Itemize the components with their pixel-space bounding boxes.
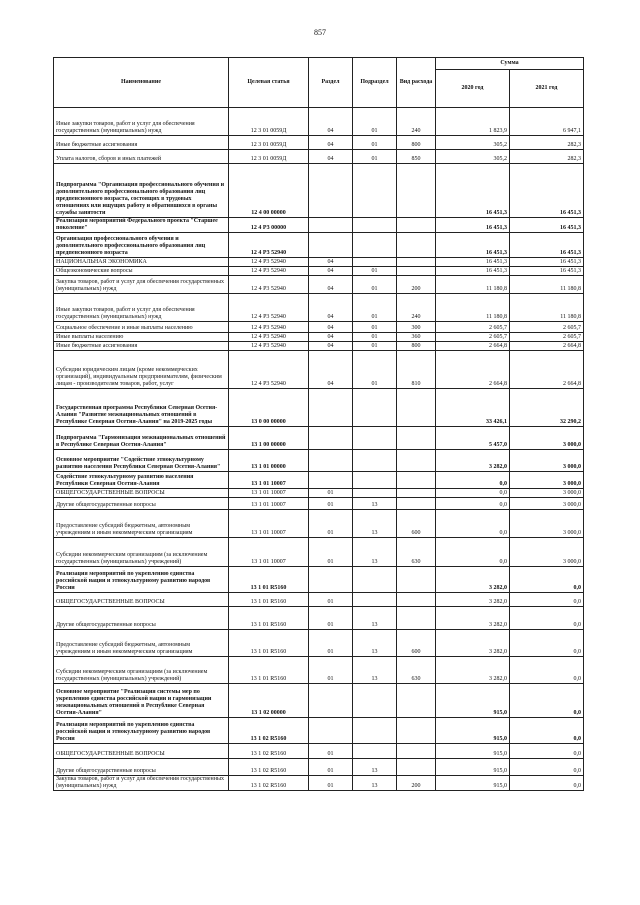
cell-expense-type [397,218,436,233]
cell-section [309,718,353,744]
cell-name: Содействие этнокультурному развитию населения Республики Северная Осетия-Алания [54,472,229,489]
cell-section [309,684,353,718]
cell-sum-2020: 11 180,8 [436,294,510,322]
cell-name: Другие общегосударственные вопросы [54,607,229,630]
cell-expense-type [397,258,436,267]
cell-name: Иные закупки товаров, работ и услуг для обеспечения государственных (муниципальных) нужд [54,108,229,136]
cell-section: 04 [309,342,353,351]
cell-sum-2020: 915,0 [436,718,510,744]
cell-sum-2021: 0,0 [510,607,584,630]
cell-name: Государственная программа Республики Северная Осетия-Алания "Развитие межнациональных отношений в Республике Северная Осетия-Алания" на 2019-2025 годы [54,389,229,427]
cell-section [309,427,353,450]
table-row [54,333,584,342]
cell-sum-2020: 16 451,3 [436,267,510,276]
cell-target: 13 1 01 R5160 [229,630,309,657]
cell-sum-2020: 0,0 [436,489,510,498]
header-subsection: Подраздел [353,58,397,108]
cell-sum-2021: 282,3 [510,150,584,164]
cell-sum-2020: 1 823,9 [436,108,510,136]
cell-expense-type [397,233,436,258]
cell-subsection: 13 [353,759,397,776]
cell-target: 12 3 01 0059Д [229,108,309,136]
cell-subsection: 01 [353,333,397,342]
cell-name: Другие общегосударственные вопросы [54,759,229,776]
cell-target: 13 1 01 R5160 [229,567,309,593]
cell-name: Реализация мероприятий по укреплению единства российской нации и этнокультурному развитию народов России [54,718,229,744]
cell-sum-2020: 915,0 [436,744,510,759]
page-number: 857 [314,28,326,37]
cell-sum-2020: 915,0 [436,776,510,791]
cell-name: Закупка товаров, работ и услуг для обеспечения государственных (муниципальных) нужд [54,276,229,294]
cell-sum-2021: 11 180,8 [510,294,584,322]
cell-sum-2020: 305,2 [436,150,510,164]
cell-expense-type: 240 [397,108,436,136]
cell-subsection [353,258,397,267]
cell-sum-2021: 11 180,8 [510,276,584,294]
cell-section: 04 [309,258,353,267]
cell-target: 12 4 00 00000 [229,164,309,218]
cell-name: Общеэкономические вопросы [54,267,229,276]
table-row [54,657,584,684]
table-row [54,351,584,389]
cell-expense-type: 600 [397,510,436,538]
cell-sum-2021: 6 947,1 [510,108,584,136]
cell-subsection: 13 [353,776,397,791]
cell-target: 12 4 P3 52940 [229,258,309,267]
cell-section [309,567,353,593]
cell-subsection [353,427,397,450]
table-row [54,322,584,333]
cell-subsection [353,744,397,759]
cell-sum-2021: 0,0 [510,776,584,791]
table-row [54,233,584,258]
cell-expense-type [397,472,436,489]
cell-section [309,164,353,218]
table-row [54,342,584,351]
cell-name: Закупка товаров, работ и услуг для обеспечения государственных (муниципальных) нужд [54,776,229,791]
table-row [54,389,584,427]
cell-sum-2020: 915,0 [436,759,510,776]
cell-subsection [353,218,397,233]
cell-name: ОБЩЕГОСУДАРСТВЕННЫЕ ВОПРОСЫ [54,593,229,607]
table-row [54,472,584,489]
cell-target: 13 1 02 R5160 [229,776,309,791]
cell-sum-2020: 2 605,7 [436,333,510,342]
cell-target: 13 1 02 00000 [229,684,309,718]
table-row [54,718,584,744]
cell-expense-type [397,593,436,607]
cell-section: 01 [309,776,353,791]
cell-target: 13 1 01 R5160 [229,607,309,630]
cell-section: 04 [309,108,353,136]
cell-section: 01 [309,489,353,498]
cell-sum-2021: 2 664,8 [510,342,584,351]
cell-section [309,389,353,427]
cell-target: 13 1 01 00000 [229,450,309,472]
cell-sum-2021: 0,0 [510,684,584,718]
cell-sum-2021: 16 451,3 [510,258,584,267]
cell-subsection [353,389,397,427]
cell-sum-2021: 0,0 [510,593,584,607]
cell-sum-2021: 2 605,7 [510,333,584,342]
cell-target: 13 1 01 10007 [229,538,309,567]
cell-target: 12 4 P3 52940 [229,294,309,322]
table-row [54,164,584,218]
cell-name: Иные бюджетные ассигнования [54,136,229,150]
cell-target: 13 0 00 00000 [229,389,309,427]
cell-sum-2021: 3 000,0 [510,472,584,489]
cell-name: Субсидии некоммерческим организациям (за исключением государственных (муниципальных) учреждений) [54,657,229,684]
cell-sum-2020: 2 664,8 [436,351,510,389]
cell-section [309,472,353,489]
cell-name: Основное мероприятие "Реализация системы мер по укреплению единства российской нации и гармонизации межнациональных отношений в Республике Северная Осетия-Алания" [54,684,229,718]
cell-name: ОБЩЕГОСУДАРСТВЕННЫЕ ВОПРОСЫ [54,744,229,759]
cell-expense-type [397,267,436,276]
cell-expense-type [397,498,436,510]
cell-name: Другие общегосударственные вопросы [54,498,229,510]
cell-section: 01 [309,630,353,657]
cell-sum-2021: 3 000,0 [510,427,584,450]
cell-section: 04 [309,276,353,294]
cell-target: 12 4 P3 52940 [229,351,309,389]
cell-expense-type: 630 [397,657,436,684]
cell-section: 01 [309,593,353,607]
cell-sum-2021: 0,0 [510,744,584,759]
cell-sum-2020: 0,0 [436,498,510,510]
cell-expense-type [397,427,436,450]
table-row [54,294,584,322]
cell-sum-2021: 0,0 [510,630,584,657]
cell-sum-2020: 2 605,7 [436,322,510,333]
cell-section [309,218,353,233]
cell-name: Реализация мероприятий по укреплению единства российской нации и этнокультурному развитию народов России [54,567,229,593]
cell-section: 01 [309,498,353,510]
cell-section: 04 [309,267,353,276]
table-row [54,776,584,791]
table-header [54,58,584,108]
cell-subsection [353,233,397,258]
cell-expense-type: 200 [397,776,436,791]
cell-section: 04 [309,351,353,389]
cell-sum-2020: 16 451,3 [436,218,510,233]
table-row [54,567,584,593]
cell-sum-2021: 32 290,2 [510,389,584,427]
cell-subsection: 01 [353,150,397,164]
cell-subsection: 01 [353,136,397,150]
cell-sum-2020: 3 282,0 [436,657,510,684]
cell-section: 01 [309,744,353,759]
cell-sum-2020: 0,0 [436,538,510,567]
cell-target: 13 1 01 10007 [229,472,309,489]
cell-name: Субсидии юридическим лицам (кроме некоммерческих организаций), индивидуальным предпринимателям, физическим лицам - производителям товаров, работ, услуг [54,351,229,389]
cell-expense-type [397,567,436,593]
cell-target: 12 4 P3 52940 [229,267,309,276]
cell-sum-2021: 0,0 [510,759,584,776]
cell-expense-type: 800 [397,136,436,150]
cell-section: 01 [309,538,353,567]
cell-subsection [353,472,397,489]
budget-table [53,57,584,791]
cell-section: 01 [309,657,353,684]
cell-name: НАЦИОНАЛЬНАЯ ЭКОНОМИКА [54,258,229,267]
cell-sum-2021: 16 451,3 [510,267,584,276]
table-row [54,538,584,567]
table-row [54,489,584,498]
cell-sum-2021: 0,0 [510,567,584,593]
cell-target: 12 4 P3 52940 [229,342,309,351]
cell-expense-type [397,164,436,218]
cell-target: 13 1 01 10007 [229,498,309,510]
cell-section: 01 [309,759,353,776]
cell-expense-type: 360 [397,333,436,342]
cell-sum-2020: 3 282,0 [436,450,510,472]
table-row [54,276,584,294]
cell-subsection [353,164,397,218]
cell-target: 12 3 01 0059Д [229,136,309,150]
cell-subsection: 01 [353,108,397,136]
cell-name: Подпрограмма "Гармонизация межнациональных отношений в Республике Северная Осетия-Алания" [54,427,229,450]
table-body [54,108,584,791]
cell-sum-2020: 3 282,0 [436,630,510,657]
cell-sum-2020: 11 180,8 [436,276,510,294]
cell-name: Реализация мероприятий Федерального проекта "Старшее поколение" [54,218,229,233]
cell-sum-2021: 3 000,0 [510,538,584,567]
cell-subsection: 01 [353,342,397,351]
cell-sum-2021: 16 451,3 [510,164,584,218]
cell-expense-type [397,744,436,759]
cell-subsection: 13 [353,538,397,567]
cell-subsection [353,593,397,607]
table-row [54,108,584,136]
cell-target: 12 4 P3 52940 [229,276,309,294]
header-year-2020: 2020 год [436,70,510,108]
header-name: Наименование [54,58,229,108]
table-row [54,593,584,607]
table-row [54,218,584,233]
cell-name: Иные выплаты населению [54,333,229,342]
table-row [54,744,584,759]
cell-sum-2021: 3 000,0 [510,450,584,472]
cell-subsection: 13 [353,498,397,510]
cell-name: Иные закупки товаров, работ и услуг для обеспечения государственных (муниципальных) нужд [54,294,229,322]
cell-name: Организация профессионального обучения и дополнительного профессионального образования лиц предпенсионного возраста [54,233,229,258]
cell-target: 13 1 00 00000 [229,427,309,450]
cell-subsection: 01 [353,351,397,389]
cell-sum-2020: 0,0 [436,472,510,489]
table-row [54,498,584,510]
cell-sum-2020: 33 426,1 [436,389,510,427]
cell-sum-2021: 3 000,0 [510,510,584,538]
table-row [54,684,584,718]
table-row [54,258,584,267]
cell-expense-type [397,489,436,498]
cell-sum-2020: 915,0 [436,684,510,718]
header-sum: Сумма [436,58,584,70]
cell-sum-2020: 3 282,0 [436,593,510,607]
header-section: Раздел [309,58,353,108]
cell-section [309,233,353,258]
cell-section: 04 [309,294,353,322]
table-row [54,510,584,538]
cell-section [309,450,353,472]
table-row [54,759,584,776]
cell-sum-2020: 16 451,3 [436,164,510,218]
cell-subsection: 01 [353,294,397,322]
cell-expense-type: 800 [397,342,436,351]
table-row [54,607,584,630]
cell-name: Уплата налогов, сборов и иных платежей [54,150,229,164]
header-expense-type: Вид расхода [397,58,436,108]
cell-name: Предоставление субсидий бюджетным, автономным учреждениям и иным некоммерческим организациям [54,630,229,657]
cell-expense-type [397,389,436,427]
cell-subsection [353,684,397,718]
cell-sum-2021: 0,0 [510,718,584,744]
cell-sum-2021: 0,0 [510,657,584,684]
cell-name: Основное мероприятие "Содействие этнокультурному развитию населения Республики Северная Осетия-Алания" [54,450,229,472]
cell-subsection: 13 [353,657,397,684]
cell-name: Подпрограмма "Организация профессионального обучения и дополнительного профессионального образования лиц предпенсионного возраста, состоящих в трудовых отношениях или ищущих работу и обратившихся в органы службы занятости [54,164,229,218]
cell-expense-type: 300 [397,322,436,333]
cell-subsection [353,450,397,472]
cell-target: 13 1 02 R5160 [229,759,309,776]
cell-target: 12 4 P3 00000 [229,218,309,233]
cell-subsection [353,567,397,593]
table-row [54,427,584,450]
cell-section: 01 [309,510,353,538]
cell-expense-type: 600 [397,630,436,657]
cell-name: Предоставление субсидий бюджетным, автономным учреждениям и иным некоммерческим организациям [54,510,229,538]
cell-subsection: 01 [353,276,397,294]
cell-sum-2020: 0,0 [436,510,510,538]
cell-name: Социальное обеспечение и иные выплаты населению [54,322,229,333]
cell-name: Иные бюджетные ассигнования [54,342,229,351]
cell-subsection: 01 [353,322,397,333]
cell-section: 04 [309,136,353,150]
cell-sum-2020: 5 457,0 [436,427,510,450]
cell-target: 13 1 01 10007 [229,489,309,498]
header-year-2021: 2021 год [510,70,584,108]
cell-expense-type: 240 [397,294,436,322]
header-target: Целевая статья [229,58,309,108]
cell-expense-type: 200 [397,276,436,294]
cell-expense-type: 630 [397,538,436,567]
cell-subsection [353,489,397,498]
cell-sum-2020: 2 664,8 [436,342,510,351]
cell-sum-2020: 16 451,3 [436,233,510,258]
cell-target: 12 4 P3 52940 [229,333,309,342]
cell-sum-2021: 2 664,8 [510,351,584,389]
cell-section: 01 [309,607,353,630]
cell-sum-2021: 282,3 [510,136,584,150]
cell-sum-2021: 3 000,0 [510,498,584,510]
cell-sum-2020: 16 451,3 [436,258,510,267]
cell-sum-2021: 16 451,3 [510,233,584,258]
cell-sum-2021: 16 451,3 [510,218,584,233]
cell-target: 12 4 P3 52940 [229,322,309,333]
table-row [54,450,584,472]
cell-target: 12 3 01 0059Д [229,150,309,164]
cell-section: 04 [309,322,353,333]
cell-expense-type: 850 [397,150,436,164]
cell-target: 13 1 01 R5160 [229,657,309,684]
cell-target: 13 1 01 R5160 [229,593,309,607]
table-row [54,136,584,150]
cell-expense-type [397,759,436,776]
cell-subsection: 01 [353,267,397,276]
cell-expense-type: 810 [397,351,436,389]
cell-subsection: 13 [353,607,397,630]
cell-expense-type [397,718,436,744]
cell-name: ОБЩЕГОСУДАРСТВЕННЫЕ ВОПРОСЫ [54,489,229,498]
cell-target: 12 4 P3 52940 [229,233,309,258]
cell-expense-type [397,684,436,718]
cell-subsection: 13 [353,630,397,657]
cell-sum-2021: 3 000,0 [510,489,584,498]
cell-sum-2020: 3 282,0 [436,567,510,593]
table-row [54,150,584,164]
table-row [54,267,584,276]
cell-subsection: 13 [353,510,397,538]
cell-name: Субсидии некоммерческим организациям (за исключением государственных (муниципальных) учреждений) [54,538,229,567]
cell-sum-2020: 3 282,0 [436,607,510,630]
cell-subsection [353,718,397,744]
cell-section: 04 [309,150,353,164]
cell-sum-2020: 305,2 [436,136,510,150]
cell-expense-type [397,450,436,472]
cell-expense-type [397,607,436,630]
cell-target: 13 1 02 R5160 [229,718,309,744]
table-row [54,630,584,657]
cell-target: 13 1 02 R5160 [229,744,309,759]
cell-section: 04 [309,333,353,342]
cell-sum-2021: 2 605,7 [510,322,584,333]
cell-target: 13 1 01 10007 [229,510,309,538]
